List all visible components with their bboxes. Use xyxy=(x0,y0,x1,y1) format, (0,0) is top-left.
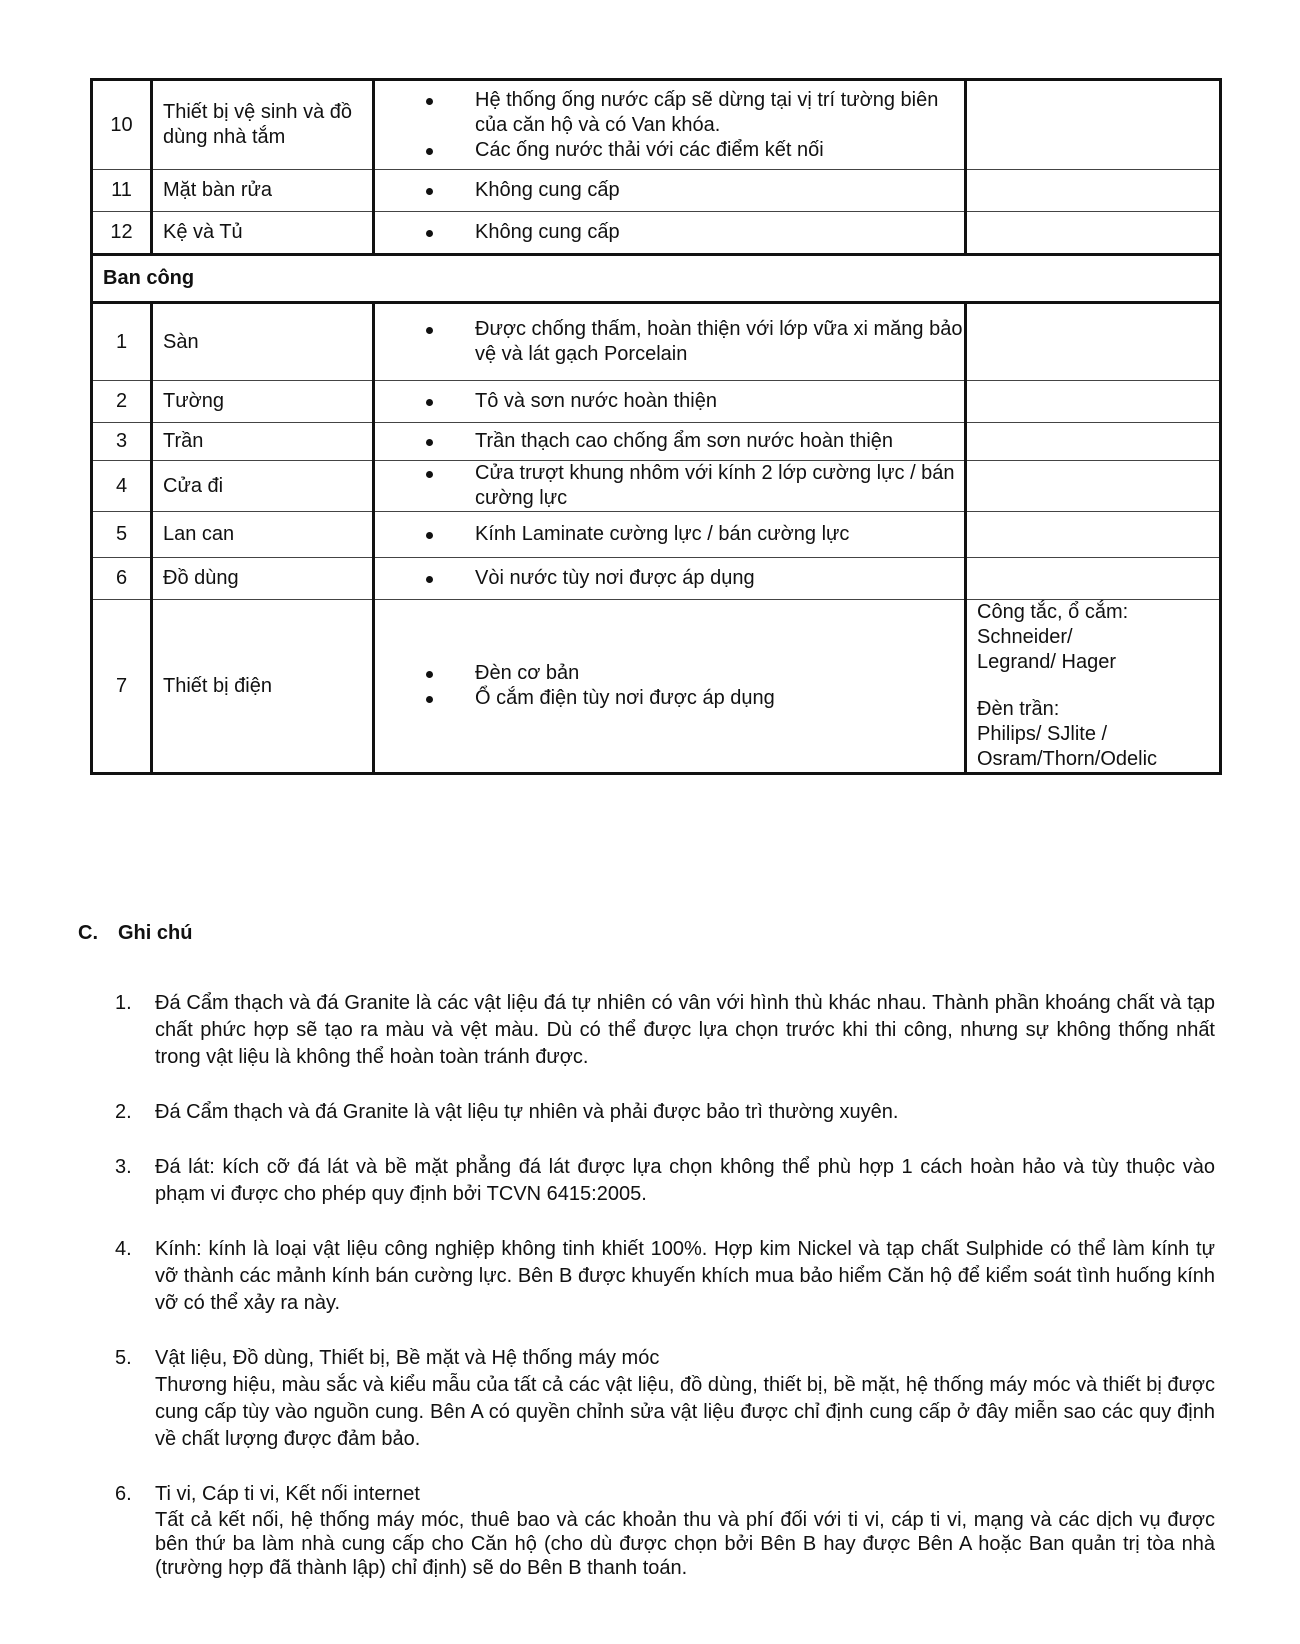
note-text: Kính: kính là loại vật liệu công nghiệp không tinh khiết 100%. Hợp kim Nickel và tạp chất Sulphide có thể làm kính tự vỡ thành các mảnh kính bán cường lực. Bên B được khuyến khích mua bảo hiểm Căn hộ để kiểm soát tình huống kính vỡ có thể xảy ra này. xyxy=(155,1238,1215,1314)
list-item xyxy=(115,1345,1215,1453)
row-item: Lan can xyxy=(152,512,374,558)
description-bullet: Không cung cấp xyxy=(375,220,964,245)
row-note xyxy=(966,170,1221,212)
description-bullet: Hệ thống ống nước cấp sẽ dừng tại vị trí tường biên của căn hộ và có Van khóa. xyxy=(375,88,964,138)
row-description xyxy=(374,170,966,212)
row-item: Thiết bị điện xyxy=(152,600,374,774)
notes-label: C. xyxy=(78,922,98,944)
description-bullet: Không cung cấp xyxy=(375,178,964,203)
row-number: 2 xyxy=(92,381,152,423)
row-note xyxy=(966,512,1221,558)
row-note xyxy=(966,80,1221,170)
note-line: Schneider/ xyxy=(977,626,1073,648)
description-bullet: Các ống nước thải với các điểm kết nối xyxy=(375,138,964,163)
list-item xyxy=(115,990,1215,1071)
table-row xyxy=(92,600,1221,774)
row-description xyxy=(374,80,966,170)
row-description xyxy=(374,212,966,255)
list-item xyxy=(115,1236,1215,1317)
note-line: Đèn trần: xyxy=(977,698,1060,720)
note-line: Philips/ SJlite / xyxy=(977,723,1108,745)
row-number: 12 xyxy=(92,212,152,255)
list-number: 2. xyxy=(115,1101,132,1123)
note-text: Tất cả kết nối, hệ thống máy móc, thuê bao và các khoản thu và phí đối với ti vi, cáp ti vi, mạng và các dịch vụ được bên thứ ba làm nhà cung cấp cho Căn hộ (cho dù được chọn bởi Bên B hay được Bên A hoặc Ban quản trị tòa nhà (trường hợp đã thành lập) chỉ định) sẽ do Bên B thanh toán. xyxy=(155,1509,1215,1579)
row-number: 6 xyxy=(92,558,152,600)
description-bullet: Trần thạch cao chống ẩm sơn nước hoàn thiện xyxy=(375,429,964,454)
row-item: Thiết bị vệ sinh và đồ dùng nhà tắm xyxy=(152,80,374,170)
row-item: Kệ và Tủ xyxy=(152,212,374,255)
note-line: Legrand/ Hager xyxy=(977,651,1116,673)
list-item xyxy=(115,1481,1215,1580)
note-line: Công tắc, ổ cắm: xyxy=(977,601,1129,623)
table-row xyxy=(92,512,1221,558)
row-description xyxy=(374,600,966,774)
row-item: Sàn xyxy=(152,303,374,381)
note-text: Thương hiệu, màu sắc và kiểu mẫu của tất cả các vật liệu, đồ dùng, thiết bị, bề mặt, hệ thống máy móc và thiết bị được cung cấp tùy vào nguồn cung. Bên A có quyền chỉnh sửa vật liệu được chỉ định cung cấp ở đây miễn sao các quy định về chất lượng được đảm bảo. xyxy=(155,1374,1215,1450)
list-item xyxy=(115,1154,1215,1208)
list-number: 5. xyxy=(115,1347,132,1369)
table-row xyxy=(92,423,1221,461)
row-number: 11 xyxy=(92,170,152,212)
table-row xyxy=(92,212,1221,255)
note-text: Đá lát: kích cỡ đá lát và bề mặt phẳng đá lát được lựa chọn không thể phù hợp 1 cách hoàn hảo và tùy thuộc vào phạm vi được cho phép quy định bởi TCVN 6415:2005. xyxy=(155,1156,1215,1205)
row-note xyxy=(966,303,1221,381)
row-note xyxy=(966,600,1221,774)
description-bullet: Vòi nước tùy nơi được áp dụng xyxy=(375,566,964,591)
list-number: 1. xyxy=(115,992,132,1014)
description-bullet: Đèn cơ bản xyxy=(375,661,964,686)
note-line: Osram/Thorn/Odelic xyxy=(977,748,1158,770)
row-number: 5 xyxy=(92,512,152,558)
table-row xyxy=(92,461,1221,512)
row-number: 7 xyxy=(92,600,152,774)
row-description xyxy=(374,558,966,600)
specification-table xyxy=(90,78,1222,775)
note-text: Đá Cẩm thạch và đá Granite là các vật liệu đá tự nhiên có vân với hình thù khác nhau. Thành phần khoáng chất và tạp chất phức hợp sẽ tạo ra màu và vệt màu. Dù có thể được lựa chọn trước khi thi công, nhưng sự không thống nhất trong vật liệu là không thể hoàn toàn tránh được. xyxy=(155,992,1215,1068)
row-note xyxy=(966,212,1221,255)
description-bullet: Kính Laminate cường lực / bán cường lực xyxy=(375,522,964,547)
description-bullet: Tô và sơn nước hoàn thiện xyxy=(375,389,964,414)
list-number: 3. xyxy=(115,1156,132,1178)
description-bullet: Cửa trượt khung nhôm với kính 2 lớp cường lực / bán cường lực xyxy=(375,461,964,511)
row-note xyxy=(966,558,1221,600)
row-note xyxy=(966,461,1221,512)
row-description xyxy=(374,512,966,558)
section-heading-balcony: Ban công xyxy=(92,255,1221,303)
row-item: Cửa đi xyxy=(152,461,374,512)
table-row xyxy=(92,170,1221,212)
note-text: Đá Cẩm thạch và đá Granite là vật liệu tự nhiên và phải được bảo trì thường xuyên. xyxy=(155,1101,899,1123)
table-row xyxy=(92,558,1221,600)
notes-heading xyxy=(78,922,192,945)
table-row xyxy=(92,303,1221,381)
table-row xyxy=(92,80,1221,170)
description-bullet: Ổ cắm điện tùy nơi được áp dụng xyxy=(375,686,964,711)
row-item: Mặt bàn rửa xyxy=(152,170,374,212)
row-note xyxy=(966,381,1221,423)
row-number: 4 xyxy=(92,461,152,512)
row-number: 10 xyxy=(92,80,152,170)
row-note xyxy=(966,423,1221,461)
row-number: 1 xyxy=(92,303,152,381)
table-row xyxy=(92,381,1221,423)
list-number: 4. xyxy=(115,1238,132,1260)
row-item: Tường xyxy=(152,381,374,423)
row-description xyxy=(374,303,966,381)
description-bullet: Được chống thấm, hoàn thiện với lớp vữa xi măng bảo vệ và lát gạch Porcelain xyxy=(375,317,964,367)
notes-list xyxy=(115,990,1215,1608)
row-description xyxy=(374,381,966,423)
row-description xyxy=(374,423,966,461)
note-heading: Vật liệu, Đồ dùng, Thiết bị, Bề mặt và Hệ thống máy móc xyxy=(155,1347,660,1369)
row-item: Trần xyxy=(152,423,374,461)
list-number: 6. xyxy=(115,1483,132,1505)
section-row xyxy=(92,255,1221,303)
row-description xyxy=(374,461,966,512)
note-heading: Ti vi, Cáp ti vi, Kết nối internet xyxy=(155,1483,420,1505)
row-number: 3 xyxy=(92,423,152,461)
notes-title: Ghi chú xyxy=(118,922,193,944)
row-item: Đồ dùng xyxy=(152,558,374,600)
list-item xyxy=(115,1099,1215,1126)
